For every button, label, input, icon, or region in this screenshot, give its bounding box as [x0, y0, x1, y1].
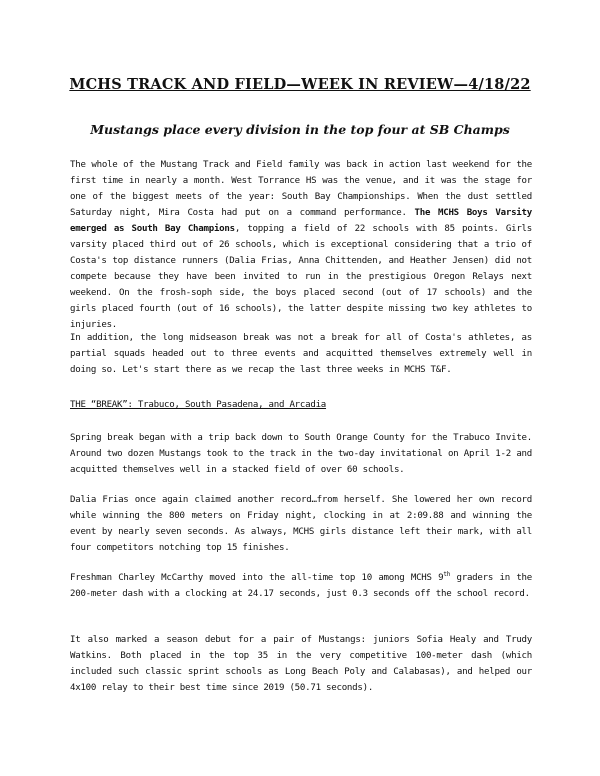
paragraph-intro [70, 157, 532, 333]
paragraph-intro-text-b: , topping a field of 22 schools with 85 points. Girls varsity placed third out of 26 schools, which is exceptional considering that a trio of Costa's top distance runners (Dalia Frias, Anna Chittenden, and Heather Jensen) did not compete because they have been invited to run in the prestigious Oregon Relays next weekend. On the frosh-soph side, the boys placed second (out of 17 schools) and the girls placed fourth (out of 16 schools), the latter despite missing two key athletes to injuries. [70, 224, 532, 330]
paragraph-season-debut: It also marked a season debut for a pair of Mustangs: juniors Sofia Healy and Trudy Watkins. Both placed in the top 35 in the very competitive 100-meter dash (which included such classic sprint schools as Long Beach Poly and Calabasas), and helped our 4x100 relay to their best time since 2019 (50.71 seconds). [70, 635, 532, 693]
paragraph-mccarthy-text-a: Freshman Charley McCarthy moved into the all-time top 10 among MCHS 9 [70, 573, 444, 583]
ordinal-suffix: th [443, 570, 451, 578]
paragraph-intro-text-a: The whole of the Mustang Track and Field family was back in action last weekend for the first time in nearly a month. West Torrance HS was the venue, and it was the stage for one of the biggest meets of the year: South Bay Championships. When the dust settled Saturday night, Mira Costa had put on a command performance. [70, 160, 532, 218]
paragraph-mccarthy [70, 570, 532, 602]
paragraph-dalia-frias: Dalia Frias once again claimed another record…from herself. She lowered her own record while winning the 800 meters on Friday night, clocking in at 2:09.88 and winning the event by nearly seven seconds. As always, MCHS girls distance left their mark, with all four competitors notching top 15 finishes. [70, 495, 532, 553]
section-heading: THE “BREAK”: Trabuco, South Pasadena, and Arcadia [70, 400, 327, 410]
paragraph-intro-bold: The MCHS Boys Varsity emerged as South Bay Champions [70, 208, 532, 234]
page-title: MCHS TRACK AND FIELD—WEEK IN REVIEW—4/18/22 [69, 76, 531, 93]
paragraph-break-summary: In addition, the long midseason break was not a break for all of Costa's athletes, as partial squads headed out to three events and acquitted themselves extremely well in doing so. Let's start there as we recap the last three weeks in MCHS T&F. [70, 333, 532, 375]
paragraph-trabuco: Spring break began with a trip back down to South Orange County for the Trabuco Invite. Around two dozen Mustangs took to the track in the two-day invitational on April 1-2 and acquitted themselves well in a stacked field of over 60 schools. [70, 433, 532, 475]
page-subtitle: Mustangs place every division in the top four at SB Champs [90, 122, 510, 137]
paragraph-mccarthy-text-b: graders in the 200-meter dash with a clocking at 24.17 seconds, just 0.3 seconds off the school record. [70, 573, 532, 599]
